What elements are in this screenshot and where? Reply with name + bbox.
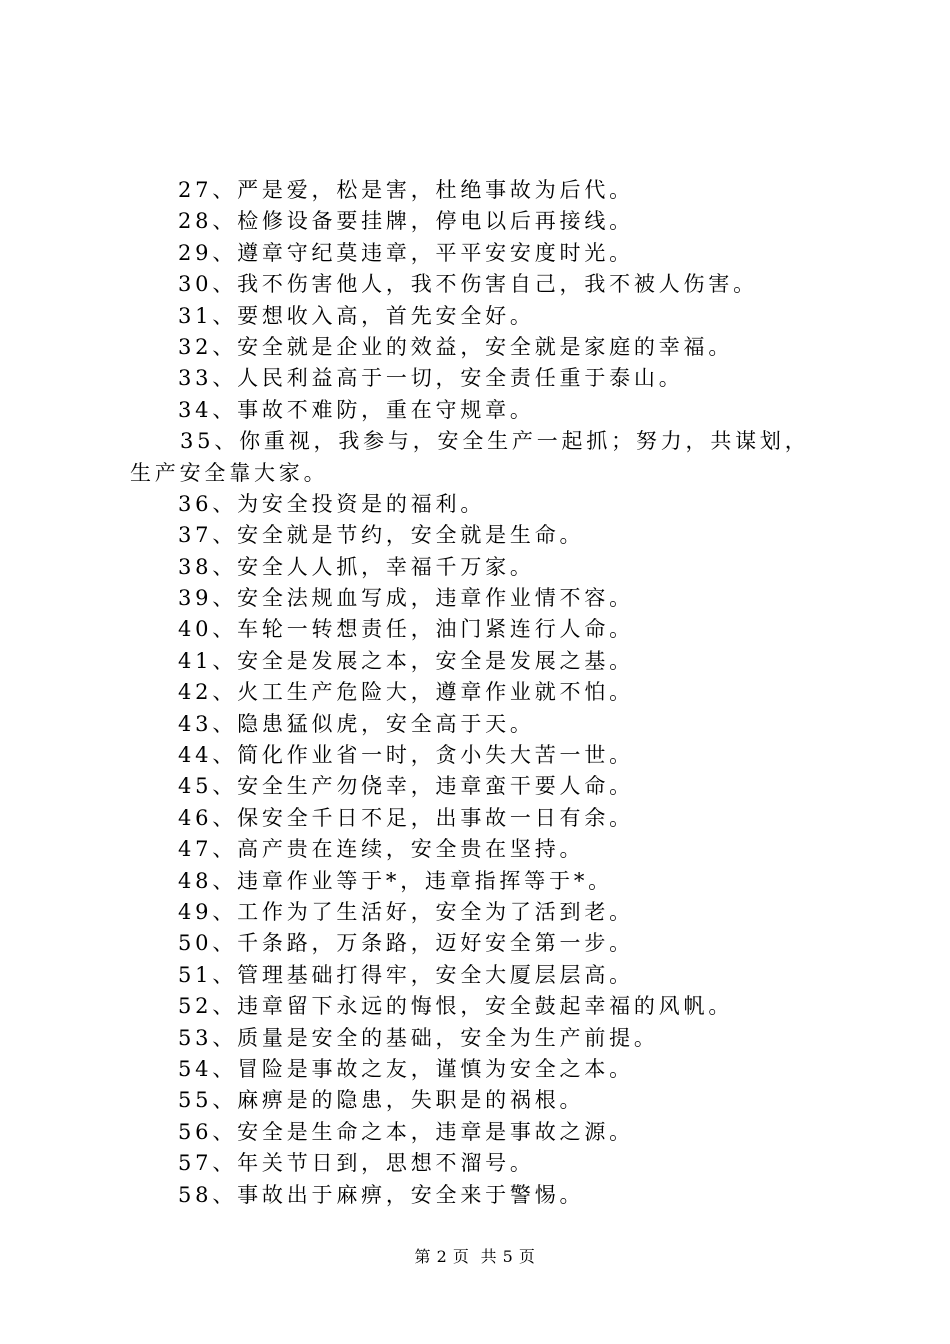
list-item: 48、违章作业等于*，违章指挥等于*。 — [178, 868, 613, 893]
list-item: 42、火工生产危险大，遵章作业就不怕。 — [178, 680, 634, 705]
list-item: 46、保安全千日不足，出事故一日有余。 — [178, 805, 634, 830]
list-item: 55、麻痹是的隐患，失职是的祸根。 — [178, 1088, 585, 1113]
list-item: 56、安全是生命之本，违章是事故之源。 — [178, 1119, 634, 1144]
list-item-continuation: 生产安全靠大家。 — [130, 460, 329, 485]
list-item: 35、你重视，我参与，安全生产一起抓；努力，共谋划， — [180, 429, 810, 454]
page-number: 第 2 页 共 5 页 — [414, 1247, 536, 1266]
page-footer — [0, 1244, 950, 1267]
list-item: 51、管理基础打得牢，安全大厦层层高。 — [178, 962, 634, 987]
list-item: 29、遵章守纪莫违章，平平安安度时光。 — [178, 240, 634, 265]
list-item: 32、安全就是企业的效益，安全就是家庭的幸福。 — [178, 334, 734, 359]
list-item: 53、质量是安全的基础，安全为生产前提。 — [178, 1025, 659, 1050]
list-item: 54、冒险是事故之友，谨慎为安全之本。 — [178, 1056, 634, 1081]
list-item: 33、人民利益高于一切，安全责任重于泰山。 — [178, 366, 684, 391]
list-item: 49、工作为了生活好，安全为了活到老。 — [178, 899, 634, 924]
list-item: 47、高产贵在连续，安全贵在坚持。 — [178, 837, 585, 862]
list-item: 40、车轮一转想责任，油门紧连行人命。 — [178, 617, 634, 642]
list-item: 30、我不伤害他人，我不伤害自己，我不被人伤害。 — [178, 272, 758, 297]
list-item: 27、严是爱，松是害，杜绝事故为后代。 — [178, 178, 634, 202]
list-item: 41、安全是发展之本，安全是发展之基。 — [178, 648, 634, 673]
list-item: 44、简化作业省一时，贪小失大苦一世。 — [178, 743, 634, 768]
list-item: 50、千条路，万条路，迈好安全第一步。 — [178, 931, 634, 956]
list-item: 38、安全人人抓，幸福千万家。 — [178, 554, 535, 579]
list-item: 43、隐患猛似虎，安全高于天。 — [178, 711, 535, 736]
list-item: 45、安全生产勿侥幸，违章蛮干要人命。 — [178, 774, 634, 799]
list-item: 52、违章留下永远的悔恨，安全鼓起幸福的风帆。 — [178, 994, 734, 1019]
list-item: 28、检修设备要挂牌，停电以后再接线。 — [178, 209, 634, 234]
list-item: 37、安全就是节约，安全就是生命。 — [178, 523, 585, 548]
slogan-list — [0, 175, 950, 1211]
list-item: 34、事故不难防，重在守规章。 — [178, 397, 535, 422]
list-item: 58、事故出于麻痹，安全来于警惕。 — [178, 1182, 585, 1207]
list-item: 39、安全法规血写成，违章作业情不容。 — [178, 586, 634, 611]
list-item: 36、为安全投资是的福利。 — [178, 491, 486, 516]
list-item: 57、年关节日到，思想不溜号。 — [178, 1151, 535, 1176]
list-item: 31、要想收入高，首先安全好。 — [178, 303, 535, 328]
